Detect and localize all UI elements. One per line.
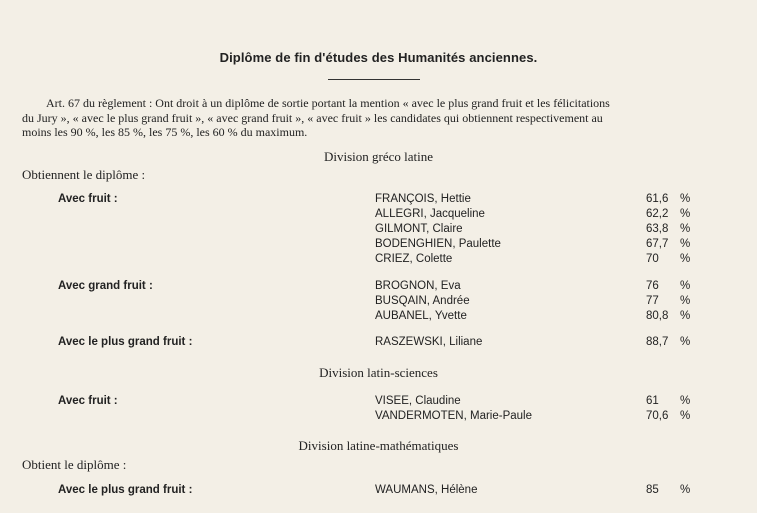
table-row <box>0 395 757 410</box>
student-score: 62,2 <box>646 208 669 220</box>
title-underline <box>328 79 420 80</box>
intro-line-2: du Jury », « avec le plus grand fruit », « avec grand fruit », « avec fruit » les candidates qui obtiennent respectivement au <box>22 110 603 125</box>
percent-sign: % <box>680 295 691 307</box>
table-row <box>0 193 757 208</box>
table-row <box>0 253 757 268</box>
division-heading-latine-math: Division latine-mathématiques <box>298 438 459 453</box>
intro-line-1: Art. 67 du règlement : Ont droit à un diplôme de sortie portant la mention « avec le plus grand fruit et les félicitations <box>46 96 610 110</box>
student-name: WAUMANS, Hélène <box>375 484 478 496</box>
mention-label-avec-plus-grand-fruit: Avec le plus grand fruit : <box>58 484 193 496</box>
percent-sign: % <box>680 280 691 292</box>
student-score: 61,6 <box>646 193 669 205</box>
student-score: 67,7 <box>646 238 669 250</box>
student-name: ALLEGRI, Jacqueline <box>375 208 485 220</box>
student-name: GILMONT, Claire <box>375 223 463 235</box>
table-row <box>0 295 757 310</box>
table-row <box>0 280 757 295</box>
student-score: 80,8 <box>646 310 669 322</box>
student-score: 77 <box>646 295 659 307</box>
percent-sign: % <box>680 193 691 205</box>
table-row <box>0 410 757 425</box>
student-score: 63,8 <box>646 223 669 235</box>
mention-label-avec-plus-grand-fruit: Avec le plus grand fruit : <box>58 336 193 348</box>
mention-label-avec-fruit: Avec fruit : <box>58 193 118 205</box>
table-row <box>0 310 757 325</box>
percent-sign: % <box>680 484 691 496</box>
table-row <box>0 208 757 223</box>
student-name: RASZEWSKI, Liliane <box>375 336 483 348</box>
table-row <box>0 238 757 253</box>
percent-sign: % <box>680 223 691 235</box>
student-name: FRANÇOIS, Hettie <box>375 193 471 205</box>
obtain-label-greco-latine: Obtiennent le diplôme : <box>22 167 146 182</box>
student-name: CRIEZ, Colette <box>375 253 453 265</box>
student-name: BROGNON, Eva <box>375 280 461 292</box>
student-score: 85 <box>646 484 659 496</box>
student-score: 70,6 <box>646 410 669 422</box>
intro-paragraph <box>22 96 734 140</box>
intro-line-3: moins les 90 %, les 85 %, les 75 %, les 60 % du maximum. <box>22 125 308 139</box>
percent-sign: % <box>680 395 691 407</box>
student-name: AUBANEL, Yvette <box>375 310 467 322</box>
student-name: BUSQAIN, Andrée <box>375 295 470 307</box>
student-score: 76 <box>646 280 659 292</box>
percent-sign: % <box>680 410 691 422</box>
table-row <box>0 484 757 499</box>
table-row <box>0 336 757 351</box>
obtain-label-latine-math: Obtient le diplôme : <box>22 457 127 472</box>
mention-label-avec-grand-fruit: Avec grand fruit : <box>58 280 153 292</box>
percent-sign: % <box>680 238 691 250</box>
division-heading-latin-sciences: Division latin-sciences <box>319 365 438 380</box>
student-name: BODENGHIEN, Paulette <box>375 238 501 250</box>
division-heading-greco-latine: Division gréco latine <box>323 149 434 164</box>
percent-sign: % <box>680 253 691 265</box>
student-name: VANDERMOTEN, Marie-Paule <box>375 410 532 422</box>
page-title: Diplôme de fin d'études des Humanités anciennes. <box>219 50 538 65</box>
student-name: VISEE, Claudine <box>375 395 461 407</box>
student-score: 61 <box>646 395 659 407</box>
table-row <box>0 223 757 238</box>
mention-label-avec-fruit: Avec fruit : <box>58 395 118 407</box>
percent-sign: % <box>680 336 691 348</box>
percent-sign: % <box>680 310 691 322</box>
student-score: 88,7 <box>646 336 669 348</box>
student-score: 70 <box>646 253 659 265</box>
percent-sign: % <box>680 208 691 220</box>
